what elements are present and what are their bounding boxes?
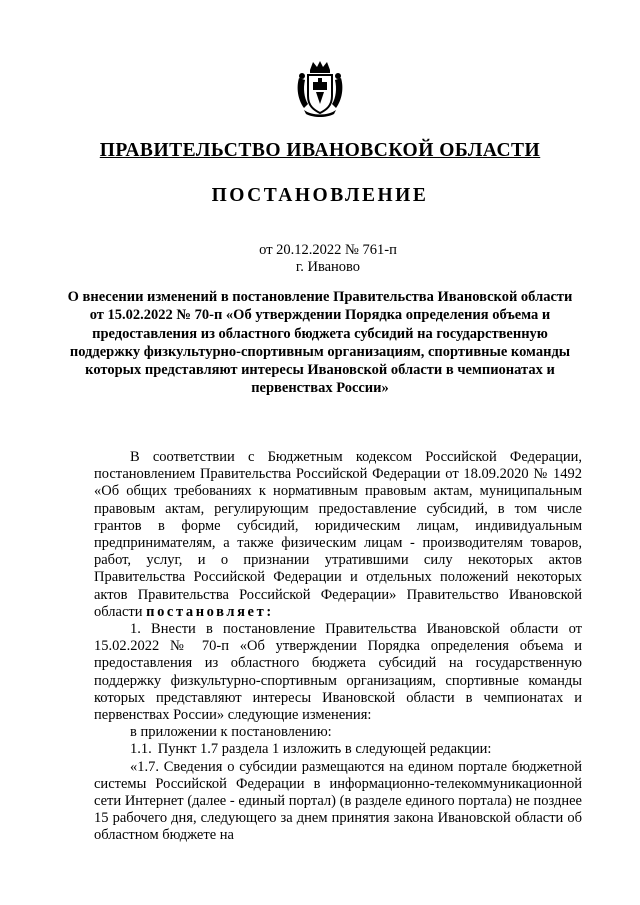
preamble-paragraph — [94, 449, 582, 621]
coat-of-arms-emblem — [296, 60, 344, 118]
preamble-text: В соответствии с Бюджетным кодексом Российской Федерации, постановлением Правительства Российской Федерации от 18.09.2020 № 1492 «Об общих требованиях к нормативным правовым актам, муниципальным правовым актам, регулирующим предоставление субсидий, в том числе грантов в форме субсидий, юридическим лицам, индивидуальным предпринимателям, а также физическим лицам - производителям товаров, работ, услуг, и о признании утратившими силу некоторых актов Правительства Российской Федерации и отдельных положений некоторых актов Правительства Российской Федерации» Правительство Ивановской области — [94, 449, 582, 620]
paragraph-1-7: «1.7. Сведения о субсидии размещаются на едином портале бюджетной системы Российской Федерации в информационно-телекоммуникационной сети Интернет (далее - единый портал) (в разделе единого портала) не позднее 15 рабочего дня, следующего за днем принятия закона Ивановской области об областном бюджете на — [94, 758, 582, 844]
document-subject: О внесении изменений в постановление Правительства Ивановской области от 15.02.2022 № 70-п «Об утверждении Порядка определения объема и предоставления из областного бюджета субсидий на государственную поддержку физкультурно-спортивным организациям, спортивные команды которых представляют интересы Ивановской области в чемпионатах и первенствах России» — [67, 289, 573, 397]
city: г. Иваново — [295, 259, 361, 275]
paragraph-1-1-number: 1.1. — [130, 741, 152, 758]
document-body — [94, 449, 582, 845]
document-type: ПОСТАНОВЛЕНИЕ — [211, 185, 429, 206]
paragraph-1-1-text: Пункт 1.7 раздела 1 изложить в следующей редакции: — [157, 741, 492, 758]
paragraph-1: 1. Внести в постановление Правительства Ивановской области от 15.02.2022 № 70-п «Об утверждении Порядка определения объема и предоставления из областного бюджета субсидий на государственную поддержку физкультурно-спортивным организациям, спортивные команды которых представляют интересы Ивановской области в чемпионатах и первенствах России» следующие изменения: — [94, 621, 582, 724]
date-and-number: от 20.12.2022 № 761-п — [259, 242, 397, 258]
paragraph-1-1 — [94, 741, 582, 758]
paragraph-appendix: в приложении к постановлению: — [130, 724, 332, 741]
government-name: ПРАВИТЕЛЬСТВО ИВАНОВСКОЙ ОБЛАСТИ — [99, 140, 541, 161]
decree-word: постановляет: — [146, 603, 274, 620]
